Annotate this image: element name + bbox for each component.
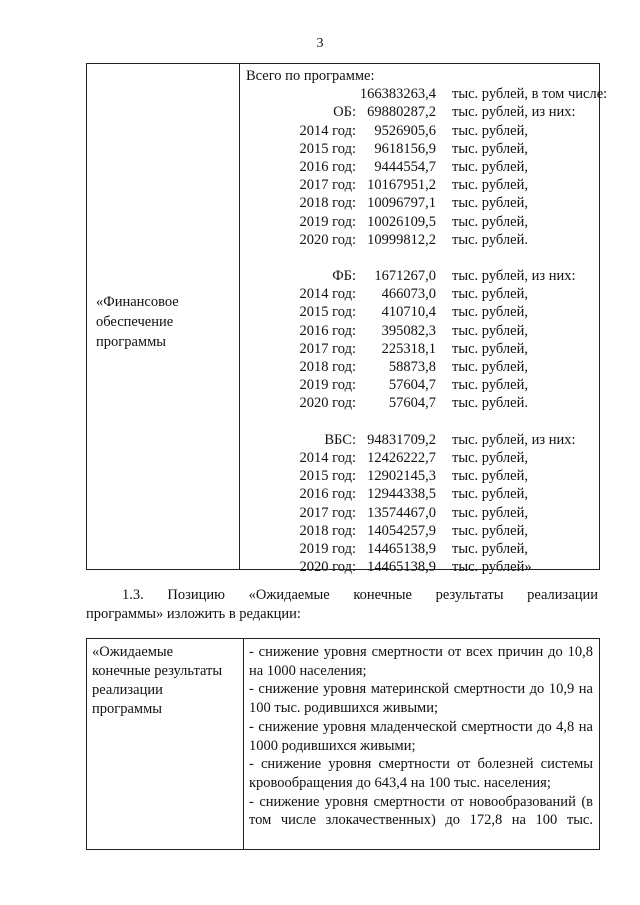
source-label: ФБ: bbox=[332, 268, 356, 285]
spacer-line bbox=[246, 413, 596, 431]
paragraph-line-2: программы» изложить в редакции: bbox=[86, 606, 301, 622]
year-line bbox=[246, 322, 596, 340]
year-value: 12944338,5 bbox=[367, 486, 436, 503]
year-unit: тыс. рублей, bbox=[452, 213, 528, 230]
year-unit: тыс. рублей, bbox=[452, 540, 528, 557]
paragraph-number: 1.3. bbox=[122, 587, 144, 603]
source-value: 94831709,2 bbox=[367, 431, 436, 448]
result-item: - снижение уровня младенческой смертности до 4,8 на 1000 родившихся живыми; bbox=[249, 718, 593, 754]
year-label: 2014 год: bbox=[299, 286, 356, 303]
result-item: - снижение уровня смертности от всех причин до 10,8 на 1000 населения; bbox=[249, 644, 593, 679]
total-line bbox=[246, 85, 608, 103]
year-line bbox=[246, 504, 596, 522]
expected-results-label: «Ожидаемые конечные результаты реализации программы bbox=[92, 644, 223, 717]
year-line bbox=[246, 558, 596, 576]
source-unit: тыс. рублей, из них: bbox=[452, 431, 576, 448]
paragraph-word: реализации bbox=[527, 587, 598, 603]
year-unit: тыс. рублей, bbox=[452, 468, 528, 485]
year-value: 57604,7 bbox=[388, 395, 436, 412]
year-unit: тыс. рублей. bbox=[452, 231, 528, 248]
year-value: 12902145,3 bbox=[367, 468, 436, 485]
year-value: 10026109,5 bbox=[367, 213, 436, 230]
year-line bbox=[246, 122, 596, 140]
year-value: 57604,7 bbox=[388, 377, 436, 394]
year-value: 10096797,1 bbox=[367, 195, 436, 212]
year-unit: тыс. рублей, bbox=[452, 177, 528, 194]
year-value: 9618156,9 bbox=[374, 140, 436, 157]
year-label: 2018 год: bbox=[299, 359, 356, 375]
year-line bbox=[246, 140, 596, 158]
year-value: 14054257,9 bbox=[367, 522, 436, 539]
year-unit: тыс. рублей, bbox=[452, 377, 528, 394]
year-label: 2017 год: bbox=[299, 340, 356, 357]
year-value: 9526905,6 bbox=[374, 122, 436, 139]
year-value: 12426222,7 bbox=[367, 449, 436, 466]
year-label: 2014 год: bbox=[299, 122, 356, 139]
year-label: 2020 год: bbox=[299, 231, 356, 248]
year-line bbox=[246, 231, 596, 249]
page-number: 3 bbox=[316, 36, 324, 51]
year-label: 2019 год: bbox=[299, 540, 356, 557]
year-line bbox=[246, 522, 596, 540]
year-label: 2016 год: bbox=[299, 158, 356, 175]
column-divider bbox=[239, 64, 240, 569]
year-label: 2019 год: bbox=[299, 213, 356, 230]
year-unit: тыс. рублей, bbox=[452, 522, 528, 539]
year-unit: тыс. рублей, bbox=[452, 359, 528, 375]
paragraph-word: результаты bbox=[435, 587, 504, 603]
year-unit: тыс. рублей, bbox=[452, 286, 528, 303]
year-label: 2020 год: bbox=[299, 559, 356, 576]
year-line bbox=[246, 340, 596, 358]
result-item: - снижение уровня смертности от болезней системы кровообращения до 643,4 на 100 тыс. населения; bbox=[249, 756, 593, 791]
year-value: 58873,8 bbox=[388, 359, 436, 375]
year-unit: тыс. рублей, bbox=[452, 304, 528, 321]
year-value: 410710,4 bbox=[381, 304, 436, 321]
year-value: 395082,3 bbox=[381, 322, 436, 339]
column-divider bbox=[243, 639, 244, 849]
year-line bbox=[246, 358, 596, 376]
year-unit: тыс. рублей, bbox=[452, 158, 528, 175]
source-unit: тыс. рублей, из них: bbox=[452, 268, 576, 285]
year-label: 2018 год: bbox=[299, 195, 356, 212]
year-unit: тыс. рублей, bbox=[452, 122, 528, 139]
source-value: 1671267,0 bbox=[374, 268, 436, 285]
spacer-line bbox=[246, 249, 596, 267]
year-line bbox=[246, 540, 596, 558]
source-line bbox=[246, 431, 596, 449]
financing-table bbox=[86, 63, 608, 576]
year-label: 2016 год: bbox=[299, 486, 356, 503]
source-label: ОБ: bbox=[333, 104, 356, 121]
year-line bbox=[246, 176, 596, 194]
year-line bbox=[246, 194, 596, 212]
year-unit: тыс. рублей, bbox=[452, 504, 528, 521]
year-unit: тыс. рублей, bbox=[452, 486, 528, 503]
year-unit: тыс. рублей, bbox=[452, 195, 528, 212]
year-label: 2015 год: bbox=[299, 468, 356, 485]
year-label: 2018 год: bbox=[299, 522, 356, 539]
source-value: 69880287,2 bbox=[367, 104, 436, 121]
total-unit: тыс. рублей, в том числе: bbox=[452, 86, 608, 103]
source-label: ВБС: bbox=[324, 431, 356, 448]
year-unit: тыс. рублей, bbox=[452, 322, 528, 339]
year-label: 2015 год: bbox=[299, 140, 356, 157]
year-value: 13574467,0 bbox=[367, 504, 436, 521]
expected-results-list bbox=[249, 643, 593, 830]
total-intro: Всего по программе: bbox=[246, 68, 375, 84]
year-value: 10167951,2 bbox=[367, 177, 436, 194]
year-label: 2020 год: bbox=[299, 395, 356, 412]
year-line bbox=[246, 303, 596, 321]
source-unit: тыс. рублей, из них: bbox=[452, 104, 576, 121]
year-value: 10999812,2 bbox=[367, 231, 436, 248]
source-line bbox=[246, 267, 596, 285]
year-label: 2016 год: bbox=[299, 322, 356, 339]
year-line bbox=[246, 449, 596, 467]
year-unit: тыс. рублей, bbox=[452, 140, 528, 157]
year-line bbox=[246, 158, 596, 176]
source-line bbox=[246, 103, 596, 121]
financing-values bbox=[246, 67, 608, 576]
year-label: 2019 год: bbox=[299, 377, 356, 394]
year-line bbox=[246, 485, 596, 503]
total-value: 166383263,4 bbox=[359, 86, 436, 103]
year-line bbox=[246, 376, 596, 394]
total-intro-line bbox=[246, 67, 596, 85]
paragraph-1-3 bbox=[86, 586, 598, 624]
paragraph-word: Позицию bbox=[167, 587, 225, 603]
year-unit: тыс. рублей. bbox=[452, 395, 528, 412]
year-unit: тыс. рублей, bbox=[452, 340, 528, 357]
paragraph-word: «Ожидаемые bbox=[248, 587, 330, 603]
result-item: - снижение уровня материнской смертности до 10,9 на 100 тыс. родившихся живыми; bbox=[249, 681, 593, 717]
year-unit: тыс. рублей» bbox=[452, 559, 532, 576]
year-line bbox=[246, 213, 596, 231]
year-value: 225318,1 bbox=[381, 340, 436, 357]
year-value: 9444554,7 bbox=[374, 158, 436, 175]
year-label: 2014 год: bbox=[299, 449, 356, 466]
year-line bbox=[246, 285, 596, 303]
paragraph-word: конечные bbox=[353, 587, 412, 603]
year-label: 2017 год: bbox=[299, 177, 356, 194]
year-label: 2015 год: bbox=[299, 304, 356, 321]
expected-results-table bbox=[86, 638, 600, 850]
financing-label: «Финансовое обеспечение программы bbox=[96, 294, 179, 350]
year-unit: тыс. рублей, bbox=[452, 449, 528, 466]
year-value: 14465138,9 bbox=[367, 559, 436, 576]
result-item: - снижение уровня смертности от новообразований (в том числе злокачественных) до 172,8 на 100 тыс. bbox=[249, 793, 593, 829]
year-label: 2017 год: bbox=[299, 504, 356, 521]
year-line bbox=[246, 467, 596, 485]
year-line bbox=[246, 394, 596, 412]
year-value: 466073,0 bbox=[381, 286, 436, 303]
year-value: 14465138,9 bbox=[367, 540, 436, 557]
paragraph-line-1 bbox=[86, 586, 598, 605]
